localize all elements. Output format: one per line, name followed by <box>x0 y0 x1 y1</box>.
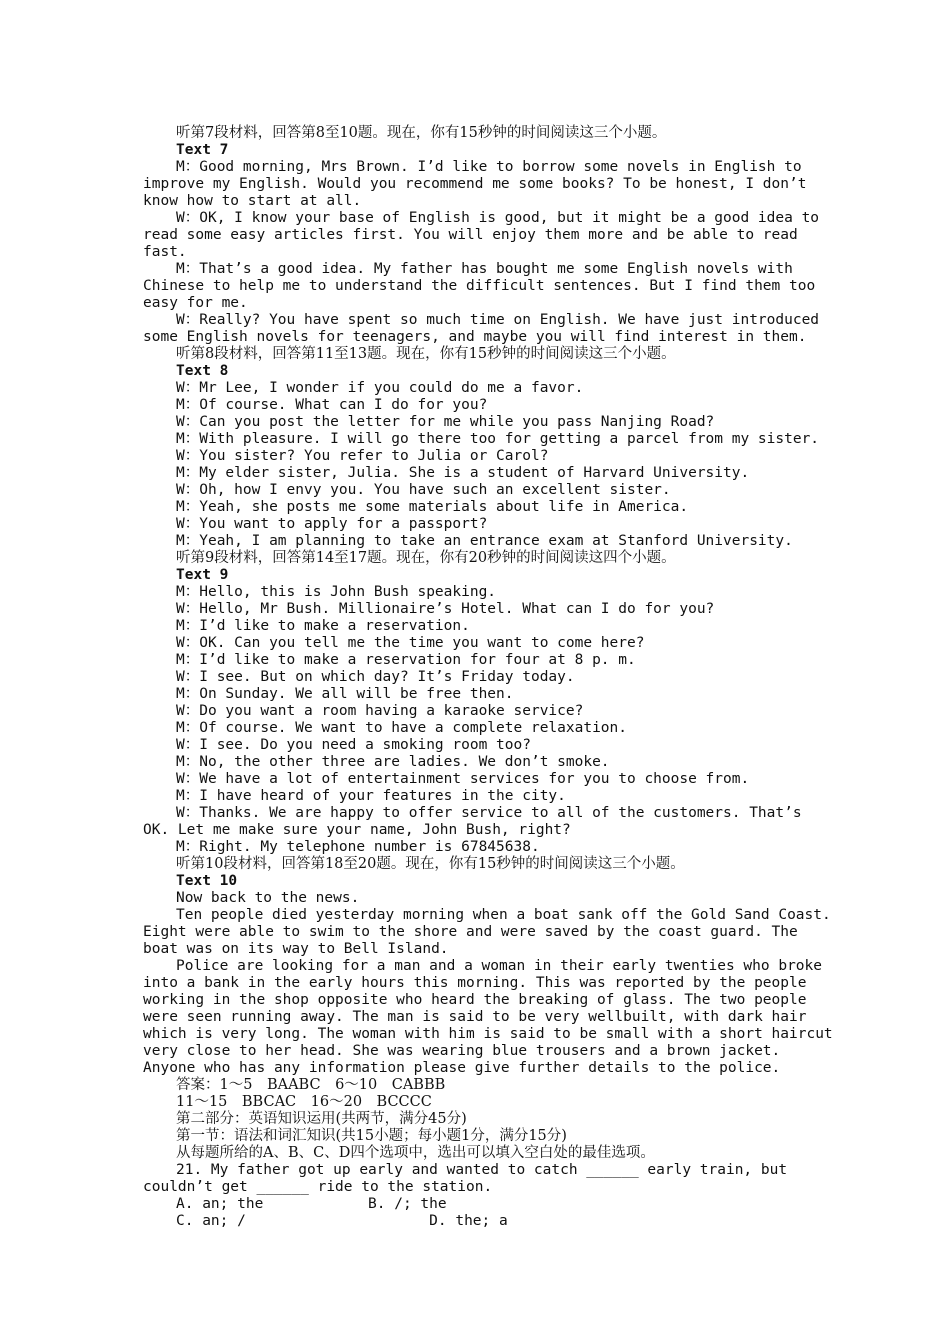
dialogue-line: Chinese to help me to understand the difficult sentences. But I find them too <box>143 278 816 294</box>
passage-line: Ten people died yesterday morning when a boat sank off the Gold Sand Coast. <box>176 907 831 923</box>
passage-line: very close to her head. She was wearing blue trousers and a brown jacket. <box>143 1043 781 1059</box>
dialogue-line: W：We have a lot of entertainment services for you to choose from. <box>176 771 750 787</box>
dialogue-line: W：I see. Do you need a smoking room too? <box>176 737 531 753</box>
dialogue-line: some English novels for teenagers, and maybe you will find interest in them. <box>143 329 807 345</box>
dialogue-line: know how to start at all. <box>143 193 362 209</box>
section-instruction: 听第10段材料，回答第18至20题。现在，你有15秒钟的时间阅读这三个小题。 <box>176 856 685 872</box>
dialogue-line: M：Yeah, I am planning to take an entrance exam at Stanford University. <box>176 533 793 549</box>
dialogue-line: W：Can you post the letter for me while you pass Nanjing Road? <box>176 414 715 430</box>
dialogue-line: W：Thanks. We are happy to offer service to all of the customers. That’s <box>176 805 802 821</box>
dialogue-line: W：Mr Lee, I wonder if you could do me a favor. <box>176 380 584 396</box>
dialogue-line: OK. Let me make sure your name, John Bush, right? <box>143 822 571 838</box>
answer-key: 答案：1～5 BAABC 6～10 CABBB <box>176 1077 446 1093</box>
dialogue-line: M：That’s a good idea. My father has bought me some English novels with <box>176 261 793 277</box>
dialogue-line: M：Good morning, Mrs Brown. I’d like to borrow some novels in English to <box>176 159 802 175</box>
dialogue-line: W：OK. Can you tell me the time you want to come here? <box>176 635 645 651</box>
dialogue-line: fast. <box>143 244 187 260</box>
passage-line: Police are looking for a man and a woman in their early twenties who broke <box>176 958 823 974</box>
passage-line: were seen running away. The man is said to be very wellbuilt, with dark hair <box>143 1009 807 1025</box>
dialogue-line: M：Of course. What can I do for you? <box>176 397 488 413</box>
section-instruction: 听第8段材料，回答第11至13题。现在，你有15秒钟的时间阅读这三个小题。 <box>176 346 676 362</box>
section-heading: 第一节：语法和词汇知识(共15小题；每小题1分，满分15分) <box>176 1128 567 1144</box>
dialogue-line: W：Oh, how I envy you. You have such an excellent sister. <box>176 482 671 498</box>
dialogue-line: M：My elder sister, Julia. She is a student of Harvard University. <box>176 465 750 481</box>
dialogue-line: M：No, the other three are ladies. We don’t smoke. <box>176 754 610 770</box>
answer-options: A. an; the B. /; the <box>176 1196 447 1212</box>
dialogue-line: W：OK, I know your base of English is good, but it might be a good idea to <box>176 210 820 226</box>
answer-key: 11～15 BBCAC 16～20 BCCCC <box>176 1094 432 1110</box>
section-instruction: 听第9段材料，回答第14至17题。现在，你有20秒钟的时间阅读这四个小题。 <box>176 550 676 566</box>
dialogue-line: W：Do you want a room having a karaoke service? <box>176 703 584 719</box>
dialogue-line: W：Really? You have spent so much time on English. We have just introduced <box>176 312 820 328</box>
part-heading: 第二部分：英语知识运用(共两节，满分45分) <box>176 1111 467 1127</box>
dialogue-line: easy for me. <box>143 295 248 311</box>
dialogue-line: M：I have heard of your features in the city. <box>176 788 566 804</box>
dialogue-line: W：I see. But on which day? It’s Friday today. <box>176 669 575 685</box>
passage-line: Anyone who has any information please give further details to the police. <box>143 1060 781 1076</box>
passage-line: into a bank in the early hours this morning. This was reported by the people <box>143 975 807 991</box>
dialogue-line: improve my English. Would you recommend me some books? To be honest, I don’t <box>143 176 807 192</box>
section-heading: Text 10 <box>176 873 238 889</box>
dialogue-line: W：You want to apply for a passport? <box>176 516 488 532</box>
passage-line: working in the shop opposite who heard the breaking of glass. The two people <box>143 992 807 1008</box>
section-heading: Text 8 <box>176 363 229 379</box>
section-instruction: 听第7段材料，回答第8至10题。现在，你有15秒钟的时间阅读这三个小题。 <box>176 125 667 141</box>
dialogue-line: M：On Sunday. We all will be free then. <box>176 686 514 702</box>
dialogue-line: M：Hello, this is John Bush speaking. <box>176 584 497 600</box>
dialogue-line: M：Yeah, she posts me some materials about life in America. <box>176 499 689 515</box>
passage-line: Eight were able to swim to the shore and were saved by the coast guard. The <box>143 924 798 940</box>
passage-line: boat was on its way to Bell Island. <box>143 941 449 957</box>
section-heading: Text 9 <box>176 567 229 583</box>
question-21: 21. My father got up early and wanted to catch ______ early train, but <box>176 1162 788 1178</box>
question-21: couldn’t get ______ ride to the station. <box>143 1179 493 1195</box>
answer-options: C. an; / D. the; a <box>176 1213 508 1229</box>
passage-line: which is very long. The woman with him is said to be small with a short haircut <box>143 1026 833 1042</box>
dialogue-line: W：Hello, Mr Bush. Millionaire’s Hotel. What can I do for you? <box>176 601 715 617</box>
dialogue-line: M：Right. My telephone number is 67845638. <box>176 839 540 855</box>
dialogue-line: M：Of course. We want to have a complete relaxation. <box>176 720 627 736</box>
passage-line: Now back to the news. <box>176 890 360 906</box>
dialogue-line: M：With pleasure. I will go there too for getting a parcel from my sister. <box>176 431 820 447</box>
instruction-text: 从每题所给的A、B、C、D四个选项中，选出可以填入空白处的最佳选项。 <box>176 1145 655 1161</box>
section-heading: Text 7 <box>176 142 229 158</box>
dialogue-line: read some easy articles first. You will enjoy them more and be able to read <box>143 227 798 243</box>
dialogue-line: M：I’d like to make a reservation. <box>176 618 470 634</box>
dialogue-line: W：You sister? You refer to Julia or Carol? <box>176 448 549 464</box>
dialogue-line: M：I’d like to make a reservation for four at 8 p. m. <box>176 652 636 668</box>
